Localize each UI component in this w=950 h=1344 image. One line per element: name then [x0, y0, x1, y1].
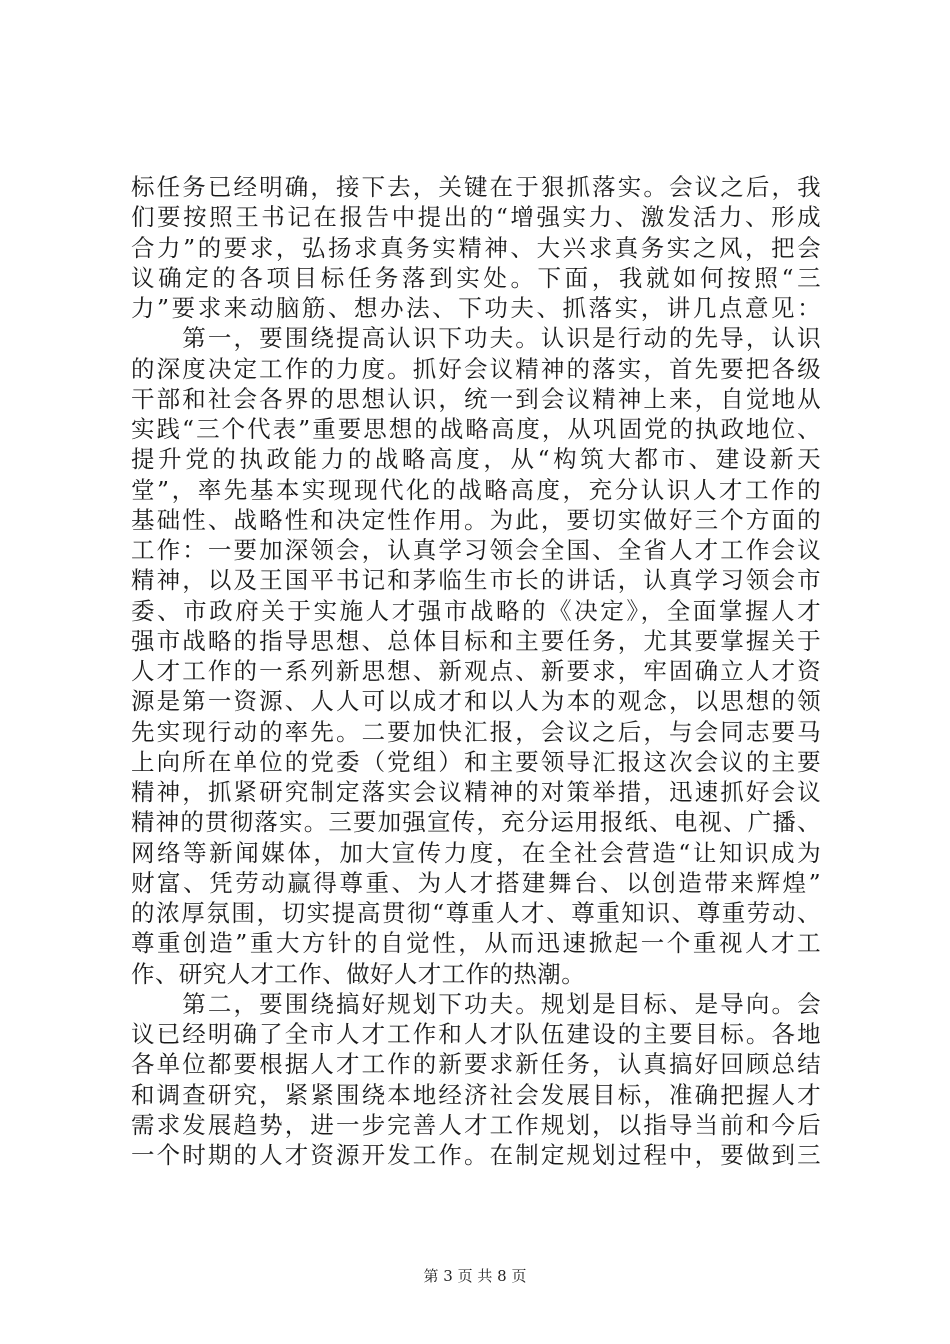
body-line: 精神的贯彻落实。三要加强宣传，充分运用报纸、电视、广播、: [131, 808, 821, 837]
body-line: 提升党的执政能力的战略高度，从“构筑大都市、建设新天: [131, 445, 821, 474]
body-line: 的浓厚氛围，切实提高贯彻“尊重人才、尊重知识、尊重劳动、: [131, 899, 821, 927]
body-line: 需求发展趋势，进一步完善人才工作规划，以指导当前和今后: [131, 1110, 821, 1139]
body-line: 委、市政府关于实施人才强市战略的《决定》，全面掌握人才: [131, 596, 821, 625]
body-line: 精神，抓紧研究制定落实会议精神的对策举措，迅速抓好会议: [131, 778, 821, 806]
body-text: [131, 172, 821, 1170]
body-line: 作、研究人才工作、做好人才工作的热潮。: [131, 959, 586, 988]
body-line: 工作：一要加深领会，认真学习领会全国、全省人才工作会议: [131, 536, 821, 564]
body-line: 第一，要围绕提高认识下功夫。认识是行动的先导，认识: [131, 324, 821, 353]
body-line: 的深度决定工作的力度。抓好会议精神的落实，首先要把各级: [131, 354, 821, 383]
body-line: 人才工作的一系列新思想、新观点、新要求，牢固确立人才资: [131, 657, 821, 685]
body-line: 源是第一资源、人人可以成才和以人为本的观念，以思想的领: [131, 687, 821, 716]
body-line: 合力”的要求，弘扬求真务实精神、大兴求真务实之风，把会: [131, 233, 821, 262]
body-line: 实践“三个代表”重要思想的战略高度，从巩固党的执政地位、: [131, 415, 821, 443]
body-line: 议确定的各项目标任务落到实处。下面，我就如何按照“三: [131, 263, 821, 292]
body-line: 基础性、战略性和决定性作用。为此，要切实做好三个方面的: [131, 505, 821, 534]
body-line: 各单位都要根据人才工作的新要求新任务，认真搞好回顾总结: [131, 1050, 821, 1079]
body-line: 先实现行动的率先。二要加快汇报，会议之后，与会同志要马: [131, 717, 821, 746]
body-line: 强市战略的指导思想、总体目标和主要任务，尤其要掌握关于: [131, 626, 821, 655]
body-line: 干部和社会各界的思想认识，统一到会议精神上来，自觉地从: [131, 384, 821, 413]
body-line: 堂”，率先基本实现现代化的战略高度，充分认识人才工作的: [131, 475, 821, 504]
body-line: 议已经明确了全市人才工作和人才队伍建设的主要目标。各地: [131, 1020, 821, 1048]
body-line: 财富、凭劳动赢得尊重、为人才搭建舞台、以创造带来辉煌”: [131, 868, 821, 897]
body-line: 标任务已经明确，接下去，关键在于狠抓落实。会议之后，我: [131, 173, 821, 201]
body-line: 力”要求来动脑筋、想办法、下功夫、抓落实，讲几点意见：: [131, 294, 821, 322]
page-footer: 第 3 页 共 8 页: [423, 1267, 527, 1285]
body-line: 尊重创造”重大方针的自觉性，从而迅速掀起一个重视人才工: [131, 929, 821, 958]
body-line: 一个时期的人才资源开发工作。在制定规划过程中，要做到三: [131, 1141, 821, 1169]
body-line: 精神，以及王国平书记和茅临生市长的讲话，认真学习领会市: [131, 566, 821, 595]
body-line: 第二，要围绕搞好规划下功夫。规划是目标、是导向。会: [131, 989, 821, 1018]
body-line: 网络等新闻媒体，加大宣传力度，在全社会营造“让知识成为: [131, 838, 821, 867]
body-line: 上向所在单位的党委（党组）和主要领导汇报这次会议的主要: [131, 747, 821, 776]
body-line: 和调查研究，紧紧围绕本地经济社会发展目标，准确把握人才: [131, 1080, 821, 1109]
body-line: 们要按照王书记在报告中提出的“增强实力、激发活力、形成: [131, 203, 821, 232]
